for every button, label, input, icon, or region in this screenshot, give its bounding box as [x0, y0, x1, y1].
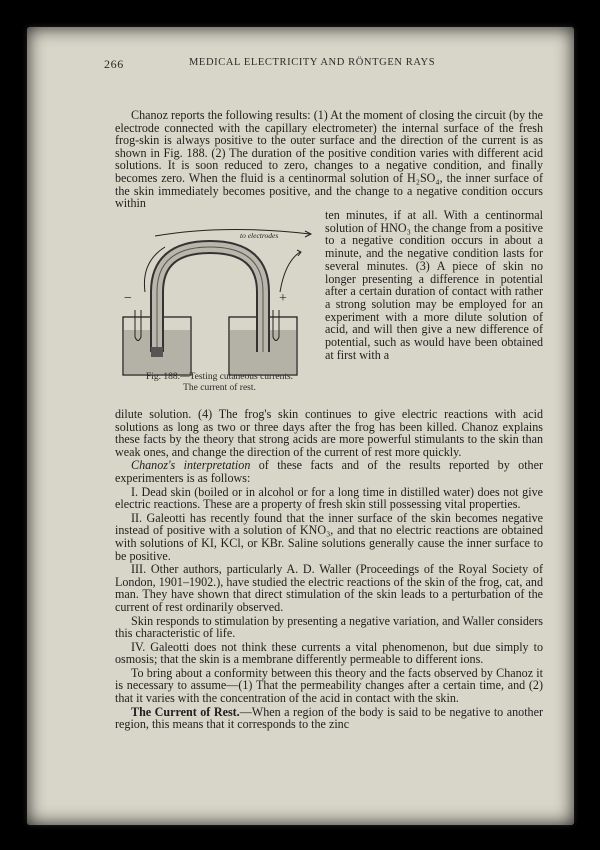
interpretation-rest: of these facts and of the results reported by other experimenters is as follows:	[115, 458, 544, 485]
running-title: MEDICAL ELECTRICITY AND RÖNTGEN RAYS	[189, 57, 436, 68]
interpretation-italic: Chanoz's interpretation	[131, 458, 251, 473]
paragraph-point-I: I. Dead skin (boiled or in alcohol or for a long time in distilled water) does not give electric reactions. These are a property of fresh skin still possessing vital properties.	[115, 484, 543, 512]
wrapped-paragraph: ten minutes, if at all. With a centinormal solution of HNO₃ the change from a positive to a negative condition occurs in about a minute, and the negative condition lasts for several minutes. (3) A piece of skin no longer presenting a difference in potential after a certain duration of contact with rather a strong solution may be employed for an experiment with a more dilute solution of acid, and will then give a new difference of potential, such as would have been obtained at first with a	[325, 208, 543, 362]
paragraph-skin-responds: Skin responds to stimulation by presenting a negative variation, and Waller considers this characteristic of life.	[115, 613, 543, 641]
paragraph-point-II: II. Galeotti has recently found that the inner surface of the skin becomes negative instead of positive with a solution of KNO₃, and that no electric reactions are obtained with solutions of KI, KCl, or KBr. Saline solutions generally cause the inner surface to be positive.	[115, 510, 543, 563]
paragraph-interpretation	[115, 459, 543, 484]
electrode-arrow-line	[155, 229, 310, 236]
paragraph-dilute-solution: dilute solution. (4) The frog's skin continues to give electric reactions with acid solutions as long as two or three days after the frog has been killed. Chanoz explains these facts by the theory that strong acids are more powerful stimulants to the skin than weak ones, and change the direction of the current of rest more quickly.	[115, 407, 543, 459]
wrapped-text-column	[325, 209, 543, 361]
paragraph-chanoz-results: Chanoz reports the following results: (1) At the moment of closing the circuit (by the electrode connected with the capillary electrometer) the internal surface of the fresh frog-skin is always positive to the outer surface and the direction of the current is as shown in Fig. 188. (2) The duration of the positive condition varies with different acid solutions. It is soon reduced to zero, changes to a negative condition, and finally becomes zero. When the fluid is a centinormal solution of H₂SO₄, the inner surface of the skin immediately becomes positive, and the change to a negative condition occurs within	[115, 108, 543, 211]
paragraph-current-of-rest	[115, 706, 543, 731]
paragraph-point-III: III. Other authors, particularly A. D. Waller (Proceedings of the Royal Society of London, 1901–1902.), have studied the electric reactions of the skin of the frog, cat, and man. They have shown that direct stimulation of the skin leads to a perturbation of the current of rest ordinarily observed.	[115, 562, 543, 614]
paragraph-conformity: To bring about a conformity between this theory and the facts observed by Chanoz it is necessary to assume—(1) That the permeability changes after a certain time, and (2) that it varies with the concentration of the acid in contact with the skin.	[115, 665, 543, 706]
book-page	[27, 27, 574, 825]
main-text-block	[115, 408, 543, 731]
current-of-rest-text: —When a region of the body is said to be negative to another region, this means that it corresponds to the zinc	[115, 704, 543, 732]
caption-line-1: Fig. 188.—Testing cutaneous currents.	[145, 372, 294, 382]
frog-skin-sample	[151, 347, 163, 357]
electrodes-label: to electrodes	[240, 231, 279, 240]
page-number: 266	[104, 57, 124, 71]
plus-sign: +	[279, 291, 287, 306]
figure-188-diagram	[115, 222, 320, 392]
caption-line-2: The current of rest.	[183, 382, 256, 393]
current-of-rest-heading: The Current of Rest.	[131, 704, 240, 719]
paragraph-point-IV: IV. Galeotti does not think these currents a vital phenomenon, but due simply to osmosis; that the skin is a membrane differently permeable to different ions.	[115, 639, 543, 667]
figure-caption	[117, 372, 322, 393]
opening-paragraph-block	[115, 109, 543, 210]
right-current-arrow	[280, 252, 300, 292]
minus-sign: −	[124, 291, 132, 306]
